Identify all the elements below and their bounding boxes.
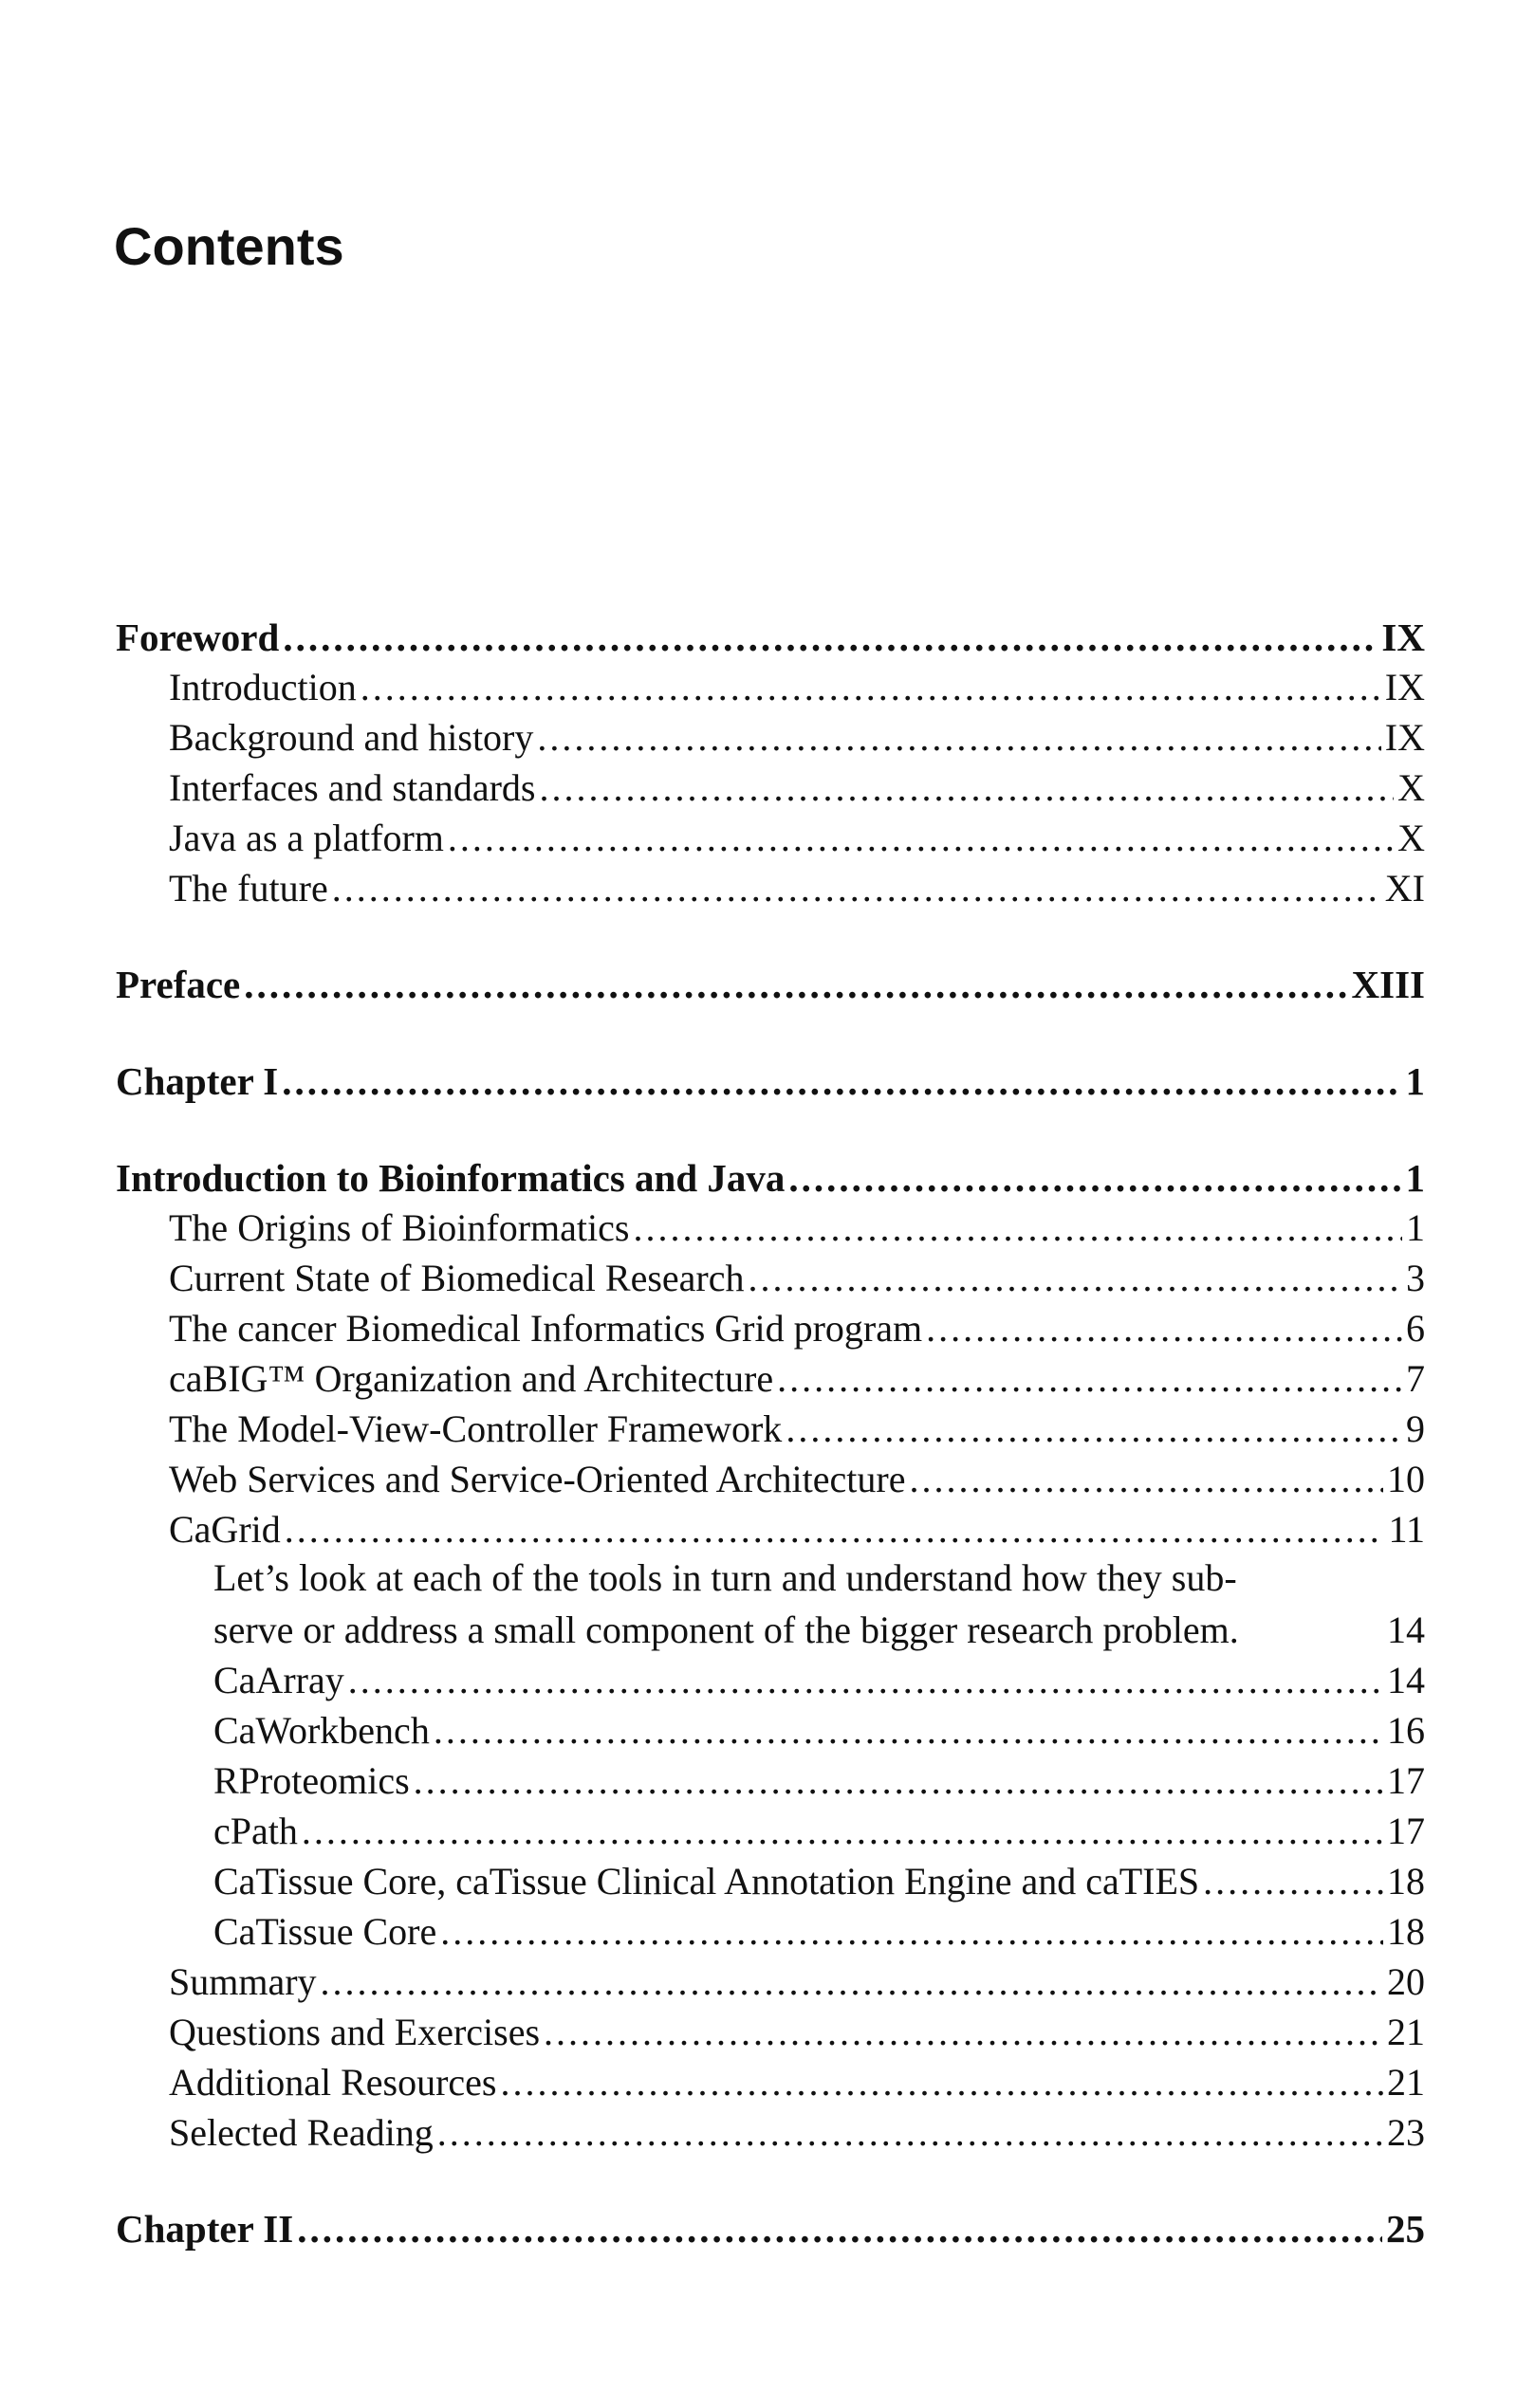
- toc-entry[interactable]: [169, 1959, 1425, 2004]
- dot-leader: [748, 1256, 1402, 1300]
- dot-leader: [361, 665, 1381, 709]
- toc-page-number: 20: [1387, 1960, 1425, 2003]
- toc-page-number: 1: [1405, 1059, 1425, 1103]
- toc-entry-title: CaWorkbench: [213, 1709, 430, 1752]
- toc-page-number: IX: [1384, 666, 1425, 708]
- toc-page-number: 17: [1387, 1759, 1425, 1802]
- toc-page-number: 17: [1387, 1810, 1425, 1852]
- toc-entry-title: CaTissue Core, caTissue Clinical Annotation Engine and caTIES: [213, 1860, 1200, 1903]
- toc-entry-chapter-1[interactable]: [116, 1058, 1425, 1104]
- toc-page-number: X: [1397, 817, 1425, 859]
- dot-leader: [244, 962, 1347, 1007]
- toc-entry-title: Chapter II: [116, 2207, 294, 2251]
- page-title: Contents: [114, 216, 344, 276]
- dot-leader: [777, 1356, 1402, 1401]
- dot-leader: [539, 765, 1394, 810]
- dot-leader: [283, 615, 1378, 660]
- toc-entry-chapter-1-heading[interactable]: [116, 1155, 1425, 1201]
- toc-entry[interactable]: [169, 816, 1425, 860]
- toc-entry-title: Interfaces and standards: [169, 766, 536, 809]
- dot-leader: [434, 1708, 1383, 1753]
- toc-entry-title: CaArray: [213, 1659, 344, 1701]
- dot-leader: [909, 1457, 1383, 1501]
- dot-leader: [633, 1205, 1402, 1250]
- dot-leader: [1203, 1859, 1383, 1903]
- toc-entry[interactable]: [169, 1507, 1425, 1552]
- toc-entry[interactable]: [169, 1356, 1425, 1401]
- toc-entry-title: Additional Resources: [169, 2061, 497, 2104]
- toc-entry-title: The Model-View-Controller Framework: [169, 1407, 783, 1450]
- toc-entry[interactable]: [169, 1406, 1425, 1451]
- toc-subentry[interactable]: [213, 1758, 1425, 1803]
- toc-entry-title: Introduction: [169, 666, 357, 708]
- toc-page-number: 16: [1387, 1709, 1425, 1752]
- toc-subentry[interactable]: [213, 1708, 1425, 1753]
- toc-page-number: 14: [1387, 1608, 1425, 1651]
- toc-entry-title: Preface: [116, 963, 241, 1006]
- toc-page-number: X: [1397, 766, 1425, 809]
- toc-page-number: 10: [1387, 1458, 1425, 1500]
- dot-leader: [926, 1306, 1402, 1351]
- toc-page-number: 9: [1406, 1407, 1425, 1450]
- toc-subentry[interactable]: [213, 1909, 1425, 1954]
- dot-leader: [786, 1406, 1402, 1451]
- dot-leader: [440, 1909, 1383, 1954]
- dot-leader: [332, 866, 1381, 910]
- dot-leader: [285, 1507, 1385, 1552]
- toc-entry[interactable]: [169, 2110, 1425, 2155]
- toc-entry[interactable]: [169, 2060, 1425, 2105]
- toc-entry-chapter-2[interactable]: [116, 2206, 1425, 2252]
- toc-page-number: 14: [1387, 1659, 1425, 1701]
- toc-page-number: 21: [1387, 2061, 1425, 2104]
- toc-entry[interactable]: [169, 866, 1425, 910]
- toc-page-number: IX: [1381, 616, 1425, 659]
- toc-entry-title: Introduction to Bioinformatics and Java: [116, 1156, 786, 1200]
- toc-entry-title: CaGrid: [169, 1508, 281, 1551]
- toc-entry[interactable]: [169, 765, 1425, 810]
- toc-entry-title: Foreword: [116, 616, 280, 659]
- toc-page-number: IX: [1384, 716, 1425, 759]
- toc-entry[interactable]: [169, 665, 1425, 709]
- toc-entry-foreword[interactable]: [116, 615, 1425, 660]
- dot-leader: [448, 816, 1394, 860]
- toc-entry-title: Java as a platform: [169, 817, 444, 859]
- toc-entry[interactable]: [169, 1306, 1425, 1351]
- toc-page-number: 18: [1387, 1860, 1425, 1903]
- toc-entry-title: Chapter I: [116, 1059, 279, 1103]
- dot-leader: [302, 1809, 1383, 1853]
- dot-leader: [297, 2206, 1382, 2252]
- toc-page-number: 7: [1406, 1357, 1425, 1400]
- toc-page-number: 23: [1387, 2111, 1425, 2154]
- toc-page-number: 3: [1406, 1257, 1425, 1299]
- toc-entry-title: serve or address a small component of the bigger research problem.: [213, 1608, 1239, 1651]
- toc-page-number: 1: [1405, 1156, 1425, 1200]
- toc-subentry[interactable]: [213, 1859, 1425, 1903]
- toc-entry-title: Current State of Biomedical Research: [169, 1257, 745, 1299]
- dot-leader: [501, 2060, 1384, 2105]
- toc-entry-title: The Origins of Bioinformatics: [169, 1206, 630, 1249]
- toc-entry[interactable]: [169, 1457, 1425, 1501]
- toc-entry-title: CaTissue Core: [213, 1910, 437, 1953]
- toc-page-number: 6: [1406, 1307, 1425, 1350]
- toc-entry-title: Web Services and Service-Oriented Architecture: [169, 1458, 906, 1500]
- dot-leader: [321, 1959, 1383, 2004]
- dot-leader: [348, 1658, 1383, 1702]
- toc-entry[interactable]: [169, 1256, 1425, 1300]
- toc-page-number: XIII: [1351, 963, 1425, 1006]
- toc-entry-title: Questions and Exercises: [169, 2011, 541, 2053]
- toc-entry[interactable]: [169, 715, 1425, 760]
- toc-page-number: 25: [1386, 2207, 1425, 2251]
- dot-leader: [282, 1058, 1401, 1104]
- toc-entry-title: The cancer Biomedical Informatics Grid program: [169, 1307, 923, 1350]
- dot-leader: [788, 1155, 1401, 1201]
- toc-entry[interactable]: [169, 2010, 1425, 2054]
- toc-subentry[interactable]: [213, 1809, 1425, 1853]
- toc-subentry[interactable]: [213, 1658, 1425, 1702]
- toc-entry-title: RProteomics: [213, 1759, 410, 1802]
- dot-leader: [537, 715, 1380, 760]
- toc-page-number: 18: [1387, 1910, 1425, 1953]
- toc-page-number: XI: [1384, 867, 1425, 910]
- toc-entry-title: Selected Reading: [169, 2111, 434, 2154]
- dot-leader: [414, 1758, 1383, 1803]
- toc-entry-paragraph-line-1[interactable]: Let’s look at each of the tools in turn and understand how they sub-: [213, 1556, 1237, 1599]
- dot-leader: [437, 2110, 1383, 2155]
- toc-entry-title: Background and history: [169, 716, 534, 759]
- toc-entry-title: caBIG™ Organization and Architecture: [169, 1357, 774, 1400]
- toc-entry[interactable]: [169, 1205, 1425, 1250]
- dot-leader: [544, 2010, 1383, 2054]
- toc-entry-title: Summary: [169, 1960, 317, 2003]
- toc-page-number: 21: [1387, 2011, 1425, 2053]
- toc-entry-title: cPath: [213, 1810, 298, 1852]
- toc-entry-title: The future: [169, 867, 328, 910]
- toc-page-number: 11: [1388, 1508, 1425, 1551]
- toc-entry-preface[interactable]: [116, 962, 1425, 1007]
- toc-page-number: 1: [1406, 1206, 1425, 1249]
- toc-entry-paragraph-line-2[interactable]: [213, 1608, 1425, 1652]
